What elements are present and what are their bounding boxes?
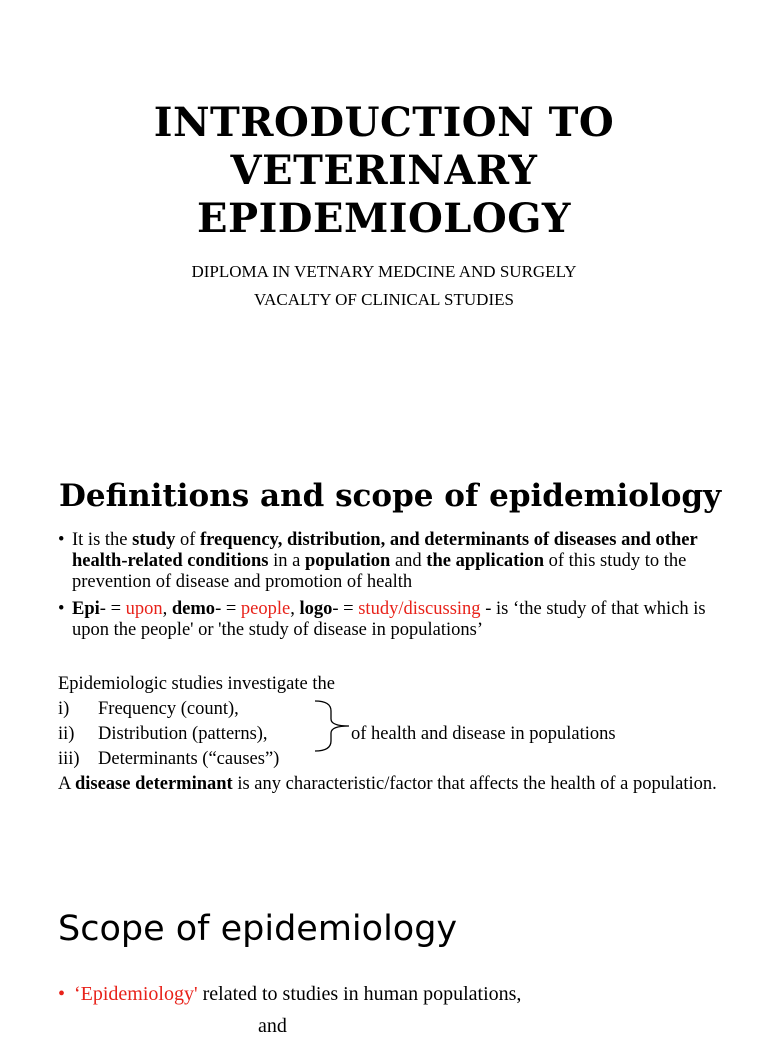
red-run: study/discussing [358, 599, 481, 619]
subtitle-block [0, 258, 768, 314]
bold-run: frequency, distribution, and determinants of diseases and other health-related conditions [72, 530, 698, 571]
bullet-icon: • [58, 599, 65, 619]
text-run: and [390, 551, 427, 571]
list-item [58, 747, 738, 772]
title-line: VETERINARY [230, 146, 538, 194]
title-line: EPIDEMIOLOGY [197, 194, 571, 242]
cut-off-text: and [258, 1015, 287, 1037]
text-run: - = [99, 599, 126, 619]
subtitle-line: DIPLOMA IN VETNARY MEDCINE AND SURGELY [191, 262, 577, 281]
definitions-bullet-list [58, 530, 718, 647]
item-text: Determinants (“causes”) [98, 749, 280, 769]
red-run: upon [125, 599, 163, 619]
bullet-text [72, 599, 706, 640]
text-run: of [175, 530, 200, 550]
title-line: INTRODUCTION TO [153, 98, 615, 146]
list-item [58, 982, 718, 1006]
bold-run: demo [171, 599, 216, 619]
bold-run: population [304, 551, 391, 571]
text-run: - = [215, 599, 241, 619]
text-run: A [58, 774, 75, 794]
bullet-text [58, 982, 521, 1006]
subtitle-line: VACALTY OF CLINICAL STUDIES [254, 290, 514, 309]
studies-intro: Epidemiologic studies investigate the [58, 674, 335, 694]
text-run: in a [268, 551, 305, 571]
title-slide [0, 0, 768, 420]
text-run: , [290, 599, 300, 619]
definitions-heading: Definitions and scope of epidemiology [59, 478, 722, 514]
text-run: of this study to the prevention of disease and promotion of health [72, 551, 687, 592]
bold-run: logo [299, 599, 333, 619]
item-number: i) [58, 699, 70, 719]
red-run: people [240, 599, 291, 619]
bold-run: Epi [72, 599, 100, 619]
text-run: , [162, 599, 172, 619]
list-item [58, 599, 718, 641]
definitions-slide [0, 470, 768, 890]
bullet-icon: • [58, 983, 66, 1005]
list-item [58, 530, 718, 593]
text-run: is any characteristic/factor that affects the health of a population. [232, 774, 717, 794]
item-number: iii) [58, 749, 80, 769]
text-run: It is the [72, 530, 133, 550]
scope-heading: Scope of epidemiology [58, 909, 458, 949]
item-text: Distribution (patterns), [98, 724, 268, 744]
bullet-text [72, 530, 697, 592]
brace-label: of health and disease in populations [351, 724, 616, 744]
presentation-title [0, 99, 768, 243]
curly-brace-icon [313, 699, 353, 753]
text-run: - = [332, 599, 359, 619]
studies-block [58, 672, 738, 772]
scope-slide [0, 890, 768, 1037]
bold-run: disease determinant [74, 774, 233, 794]
bold-run: the application [426, 551, 544, 571]
item-text: Frequency (count), [98, 699, 239, 719]
item-number: ii) [58, 724, 75, 744]
text-run: related to studies in human populations, [197, 983, 522, 1005]
text-run: - is ‘the study of that which is upon the people' or 'the study of disease in populations’ [72, 599, 706, 640]
red-run: ‘Epidemiology' [74, 983, 198, 1005]
determinant-definition [58, 772, 718, 797]
list-item [58, 697, 738, 722]
bullet-icon: • [58, 530, 65, 550]
bold-run: study [132, 530, 176, 550]
